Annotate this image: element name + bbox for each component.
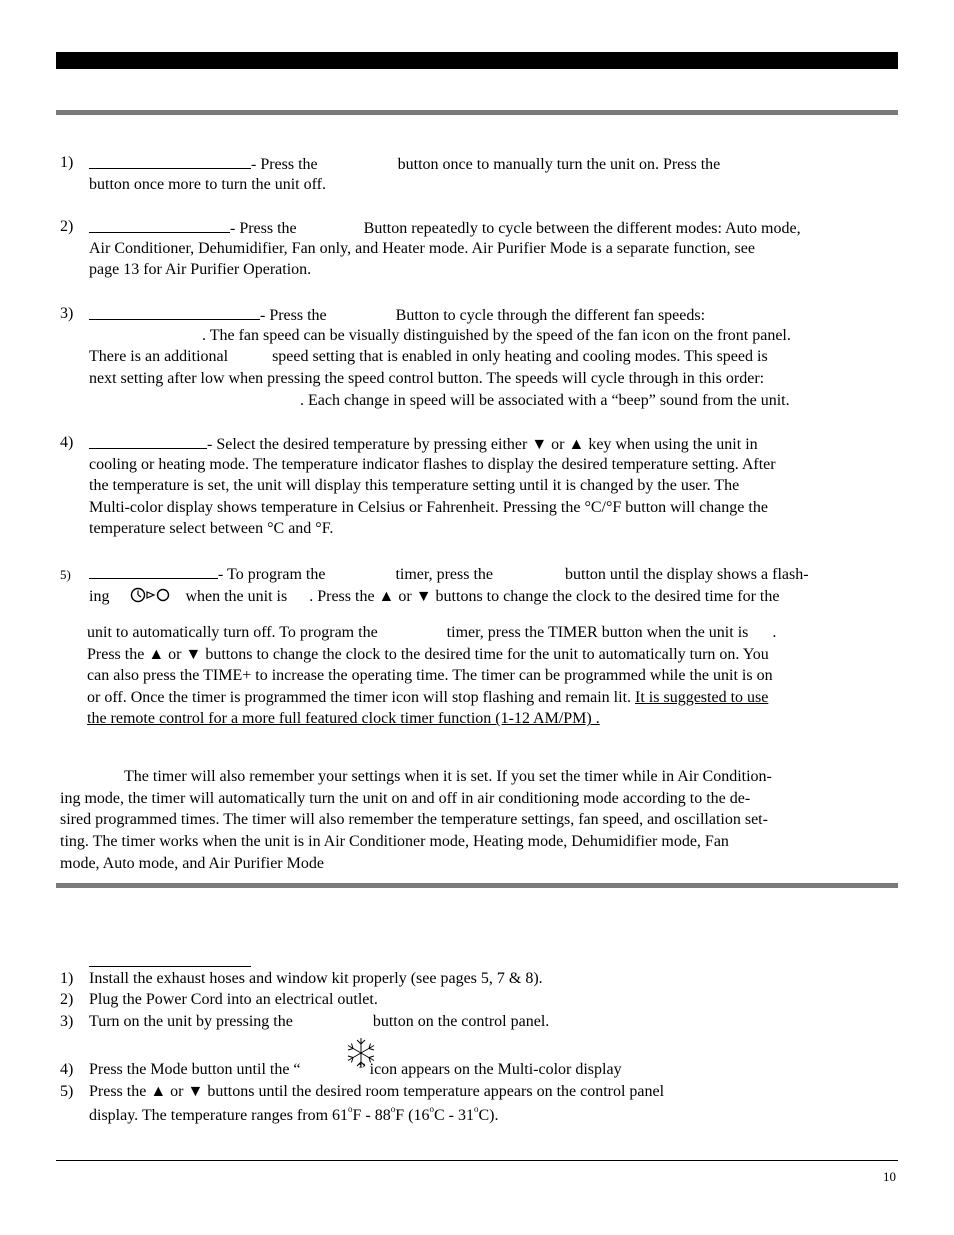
text-segment: F (16 (395, 1107, 430, 1124)
paragraph-line: mode, Auto mode, and Air Purifier Mode (60, 855, 324, 872)
text-line: Air Conditioner, Dehumidifier, Fan only, and Heater mode. Air Purifier Mode is a separate function, see (89, 239, 755, 257)
item-number: 1) (60, 154, 74, 171)
step-number: 5) (60, 1083, 74, 1100)
text-line: cooling or heating mode. The temperature indicator flashes to display the desired temperature setting. After (89, 455, 776, 473)
paragraph-line: The timer will also remember your settings when it is set. If you set the timer while in Air Condition- (124, 768, 772, 785)
text-line: Press the ▲ or ▼ buttons to change the clock to the desired time for the unit to automatically turn on. You (87, 645, 769, 663)
text-segment: when the unit is (185, 587, 288, 605)
paragraph-line: ting. The timer works when the unit is in Air Conditioner mode, Heating mode, Dehumidifier mode, Fan (60, 833, 729, 850)
item-number: 5) (60, 567, 71, 582)
text-segment: timer, press the (395, 566, 494, 583)
text-segment: C - 31 (434, 1107, 474, 1124)
step-number: 3) (60, 1013, 74, 1030)
section-divider-top (56, 110, 898, 115)
heading-blank (89, 303, 260, 320)
text-line: temperature select between °C and °F. (89, 520, 334, 538)
text-segment: ing (89, 587, 110, 605)
underlined-suggestion: the remote control for a more full featured clock timer function (1-12 AM/PM) . (87, 710, 600, 728)
paragraph-line: ing mode, the timer will automatically turn the unit on and off in air conditioning mode according to the de- (60, 790, 751, 807)
item-number: 4) (60, 434, 74, 451)
text-segment: . (772, 624, 777, 641)
text-line: . Each change in speed will be associated with a “beep” sound from the unit. (300, 392, 790, 409)
timer-clock-icon (129, 584, 175, 611)
page-number: 10 (883, 1169, 896, 1184)
text-line: the temperature is set, the unit will display this temperature setting until it is changed by the user. The (89, 477, 740, 495)
text-segment: - Press the (251, 156, 318, 173)
text-segment: unit to automatically turn off. To program the (87, 624, 378, 641)
text-line: Multi-color display shows temperature in Celsius or Fahrenheit. Pressing the °C/°F button will change the (89, 498, 768, 516)
text-line: can also press the TIME+ to increase the operating time. The timer can be programmed while the unit is on (87, 667, 773, 685)
snowflake-icon (344, 1036, 378, 1077)
step-text: Install the exhaust hoses and window kit properly (see pages 5, 7 & 8). (89, 970, 543, 987)
text-segment: display. The temperature ranges from 61 (89, 1107, 349, 1124)
text-segment: button once to manually turn the unit on. Press the (397, 156, 721, 173)
text-line: page 13 for Air Purifier Operation. (89, 261, 312, 279)
heading-blank (89, 216, 230, 233)
degree-mark: o (474, 1103, 479, 1114)
text-segment: Press the Mode button until the “ (89, 1061, 301, 1078)
text-line: . The fan speed can be visually distinguished by the speed of the fan icon on the front panel. (202, 326, 791, 344)
heading-blank (89, 152, 251, 169)
heading-blank (89, 562, 218, 579)
text-segment: Turn on the unit by pressing the (89, 1013, 293, 1030)
text-segment: timer, press the TIMER button when the unit is (446, 624, 749, 641)
degree-mark: o (348, 1103, 353, 1114)
text-segment: or off. Once the timer is programmed the timer icon will stop flashing and remain lit. (87, 688, 636, 706)
text-segment: F - 88 (352, 1107, 391, 1124)
heading-blank (89, 432, 207, 449)
degree-mark: o (390, 1103, 396, 1114)
underlined-suggestion: It is suggested to use (635, 688, 769, 706)
step-number: 4) (60, 1061, 74, 1078)
text-line: button once more to turn the unit off. (89, 175, 326, 193)
text-segment: button until the display shows a flash- (565, 566, 809, 583)
text-segment: Button repeatedly to cycle between the different modes: Auto mode, (363, 220, 801, 237)
section-divider-middle (56, 883, 898, 888)
item-number: 3) (60, 305, 74, 322)
step-text: Plug the Power Cord into an electrical outlet. (89, 991, 378, 1008)
item-number: 2) (60, 218, 74, 235)
text-segment: button on the control panel. (372, 1013, 550, 1030)
text-segment: - Press the (260, 307, 327, 324)
section-heading-blank (89, 950, 251, 967)
step-text: Press the ▲ or ▼ buttons until the desired room temperature appears on the control panel (89, 1083, 665, 1100)
degree-mark: o (429, 1103, 434, 1114)
text-line: next setting after low when pressing the speed control button. The speeds will cycle through in this order: (89, 369, 765, 387)
text-segment: There is an additional (89, 348, 229, 366)
text-segment: C). (478, 1107, 499, 1124)
step-number: 2) (60, 991, 74, 1008)
paragraph-line: sired programmed times. The timer will also remember the temperature settings, fan speed, and oscillation set- (60, 811, 768, 828)
header-bar (56, 52, 898, 69)
step-number: 1) (60, 970, 74, 987)
text-segment: . Press the ▲ or ▼ buttons to change the clock to the desired time for the (309, 587, 780, 605)
text-segment: - Select the desired temperature by pressing either ▼ or ▲ key when using the unit in (207, 436, 758, 453)
text-segment: Button to cycle through the different fan speeds: (395, 307, 706, 324)
footer-rule (56, 1160, 898, 1161)
text-segment: speed setting that is enabled in only heating and cooling modes. This speed is (272, 348, 768, 366)
text-segment: - To program the (218, 566, 326, 583)
text-segment: ” icon appears on the Multi-color display (358, 1061, 622, 1078)
text-segment: - Press the (230, 220, 297, 237)
